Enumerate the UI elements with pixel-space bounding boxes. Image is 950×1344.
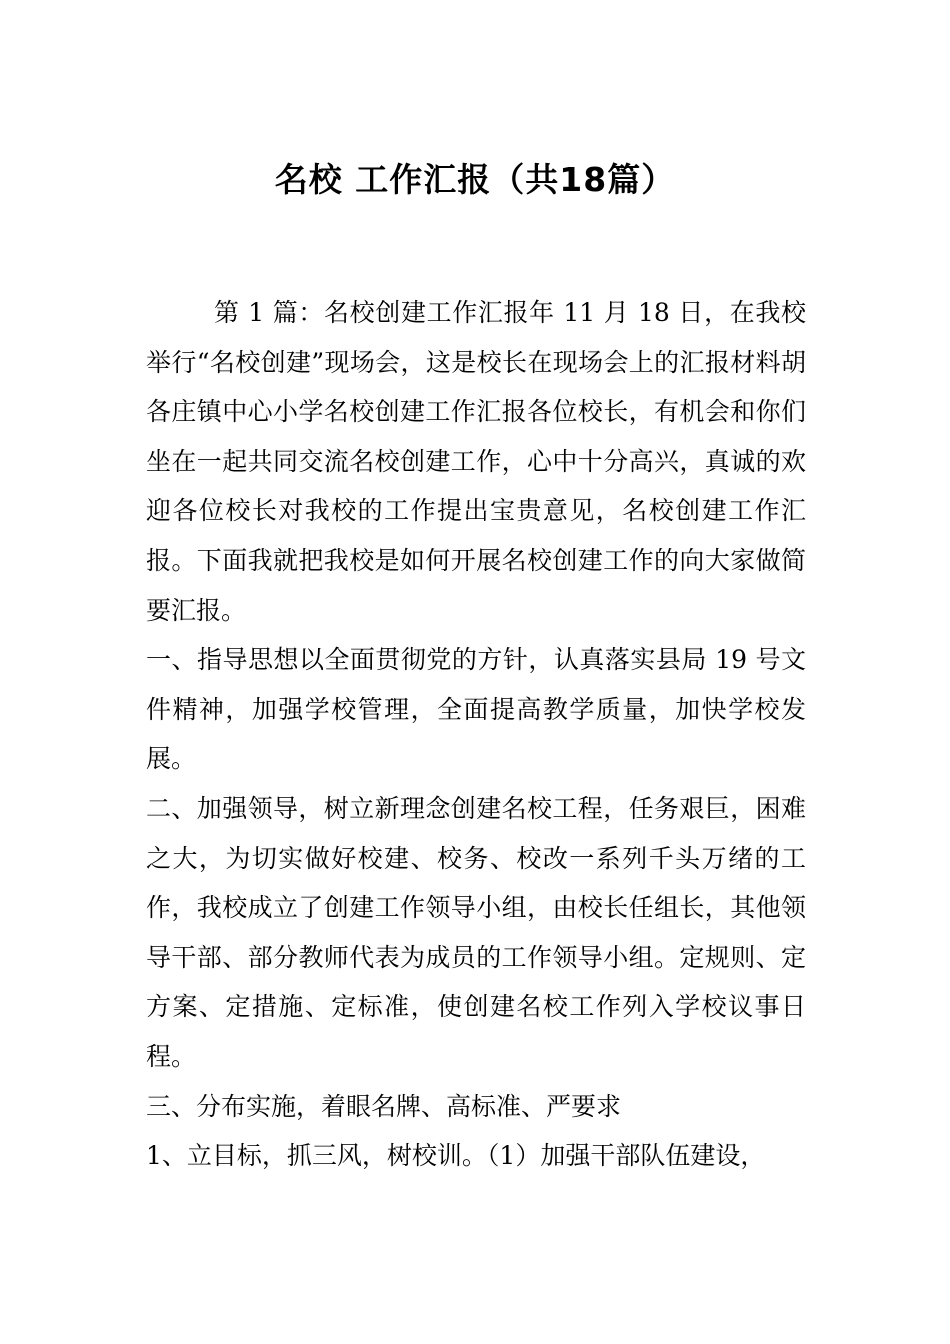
document-body — [146, 288, 806, 1181]
paragraph: 二、加强领导，树立新理念创建名校工程，任务艰巨，困难之大，为切实做好校建、校务、校改一系列千头万绪的工作，我校成立了创建工作领导小组，由校长任组长，其他领导干部、部分教师代表为成员的工作领导小组。定规则、定方案、定措施、定标准，使创建名校工作列入学校议事日程。 — [146, 793, 806, 1071]
document-title: 名校 工作汇报（共18篇） — [274, 160, 676, 199]
paragraph: 一、指导思想以全面贯彻党的方针，认真落实县局 19 号文件精神，加强学校管理，全面提高教学质量，加快学校发展。 — [146, 645, 806, 774]
paragraph: 1、立目标，抓三风，树校训。（1）加强干部队伍建设， — [146, 1141, 766, 1171]
paragraph: 三、分布实施，着眼名牌、高标准、严要求 — [146, 1091, 622, 1121]
paragraph: 第 1 篇：名校创建工作汇报年 11 月 18 日，在我校举行“名校创建”现场会，这是校长在现场会上的汇报材料胡各庄镇中心小学名校创建工作汇报各位校长，有机会和你们坐在一起共同交流名校创建工作，心中十分高兴，真诚的欢迎各位校长对我校的工作提出宝贵意见，名校创建工作汇报。下面我就把我校是如何开展名校创建工作的向大家做简要汇报。 — [146, 298, 806, 625]
